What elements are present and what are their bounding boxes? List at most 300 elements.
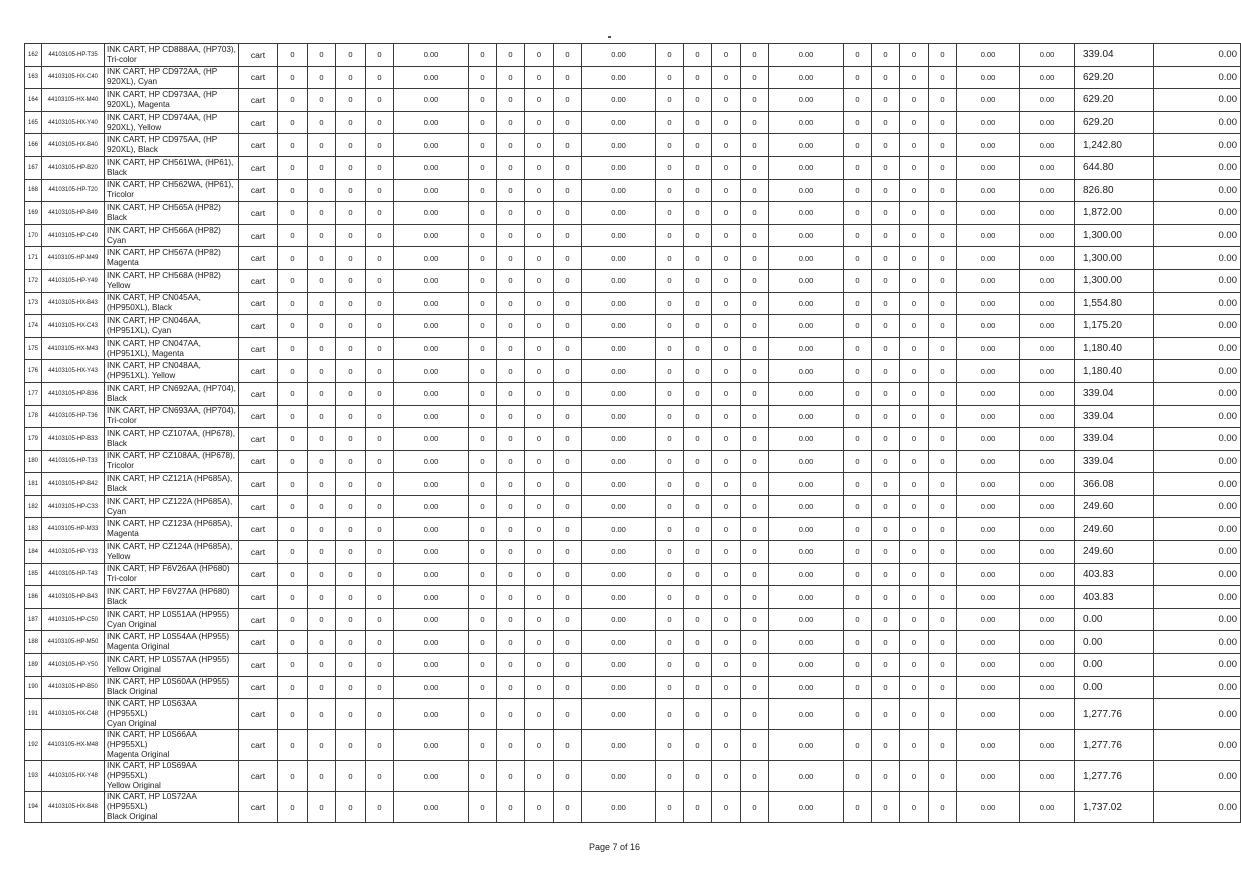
quantity-cell: 0 bbox=[366, 134, 394, 157]
row-number: 169 bbox=[25, 202, 42, 225]
quantity-cell: 0 bbox=[872, 792, 900, 823]
quantity-cell: 0 bbox=[929, 202, 957, 225]
item-code: 44103105-HP-C49 bbox=[42, 224, 105, 247]
description-line-2: Tricolor bbox=[107, 461, 134, 471]
quantity-cell: 0 bbox=[366, 292, 394, 315]
unit-of-measure: cart bbox=[239, 269, 278, 292]
quantity-cell: 0 bbox=[872, 337, 900, 360]
quarter-total-cell: 0.00 bbox=[582, 360, 656, 383]
row-number: 172 bbox=[25, 269, 42, 292]
table-row bbox=[25, 428, 1241, 451]
unit-price: 1,300.00 bbox=[1075, 224, 1154, 247]
quantity-cell: 0 bbox=[684, 405, 712, 428]
item-description bbox=[105, 269, 239, 292]
quarter-total-cell: 0.00 bbox=[957, 202, 1020, 225]
quantity-cell: 0 bbox=[554, 179, 582, 202]
quantity-cell: 0 bbox=[554, 699, 582, 730]
quantity-cell: 0 bbox=[656, 654, 684, 677]
quantity-cell: 0 bbox=[872, 179, 900, 202]
quantity-cell: 0 bbox=[656, 315, 684, 338]
unit-price: 339.04 bbox=[1075, 44, 1154, 67]
quantity-cell: 0 bbox=[308, 586, 336, 609]
quantity-cell: 0 bbox=[278, 654, 308, 677]
quantity-cell: 0 bbox=[469, 337, 497, 360]
quantity-cell: 0 bbox=[308, 269, 336, 292]
row-number: 183 bbox=[25, 518, 42, 541]
description-line-2: Black Original bbox=[107, 687, 158, 697]
quantity-cell: 0 bbox=[712, 428, 741, 451]
quantity-cell: 0 bbox=[844, 761, 872, 792]
quantity-cell: 0 bbox=[929, 428, 957, 451]
quantity-cell: 0 bbox=[554, 269, 582, 292]
quantity-cell: 0 bbox=[741, 44, 769, 67]
quantity-cell: 0 bbox=[525, 360, 554, 383]
quantity-cell: 0 bbox=[278, 247, 308, 270]
table-row bbox=[25, 337, 1241, 360]
quantity-cell: 0 bbox=[929, 676, 957, 699]
unit-price: 1,277.76 bbox=[1075, 699, 1154, 730]
quantity-cell: 0 bbox=[554, 676, 582, 699]
table-row bbox=[25, 89, 1241, 112]
item-code: 44103105-HP-M33 bbox=[42, 518, 105, 541]
description-line-1: INK CART, HP L0S51AA (HP955) bbox=[107, 609, 230, 619]
quantity-cell: 0 bbox=[336, 730, 366, 761]
description-line-2: Cyan Original bbox=[107, 719, 157, 729]
item-description bbox=[105, 563, 239, 586]
item-code: 44103105-HX-M40 bbox=[42, 89, 105, 112]
quantity-cell: 0 bbox=[336, 89, 366, 112]
quantity-cell: 0 bbox=[684, 156, 712, 179]
total-amount: 0.00 bbox=[1154, 315, 1241, 338]
row-number: 184 bbox=[25, 541, 42, 564]
quantity-cell: 0 bbox=[278, 111, 308, 134]
quantity-cell: 0 bbox=[308, 654, 336, 677]
quantity-cell: 0 bbox=[469, 518, 497, 541]
quantity-cell: 0 bbox=[366, 730, 394, 761]
quantity-cell: 0 bbox=[844, 608, 872, 631]
row-number: 194 bbox=[25, 792, 42, 823]
quantity-cell: 0 bbox=[469, 179, 497, 202]
quantity-cell: 0 bbox=[900, 608, 929, 631]
quarter-total-cell: 0.00 bbox=[394, 269, 469, 292]
quantity-cell: 0 bbox=[497, 450, 525, 473]
quantity-cell: 0 bbox=[900, 111, 929, 134]
item-description bbox=[105, 631, 239, 654]
quantity-cell: 0 bbox=[336, 676, 366, 699]
quantity-cell: 0 bbox=[525, 563, 554, 586]
quantity-cell: 0 bbox=[656, 44, 684, 67]
quarter-total-cell: 0.00 bbox=[394, 111, 469, 134]
table-row bbox=[25, 563, 1241, 586]
quantity-cell: 0 bbox=[684, 360, 712, 383]
quantity-cell: 0 bbox=[900, 631, 929, 654]
quantity-cell: 0 bbox=[554, 761, 582, 792]
item-description bbox=[105, 495, 239, 518]
item-description bbox=[105, 654, 239, 677]
quantity-cell: 0 bbox=[741, 405, 769, 428]
quantity-cell: 0 bbox=[278, 382, 308, 405]
quantity-cell: 0 bbox=[366, 495, 394, 518]
description-line-1: INK CART, HP F6V27AA (HP680) bbox=[107, 587, 230, 597]
total-amount: 0.00 bbox=[1154, 156, 1241, 179]
description-line-2: Black bbox=[107, 597, 128, 607]
description-line-2: Cyan bbox=[107, 235, 127, 245]
total-quantity-cell: 0.00 bbox=[1020, 450, 1075, 473]
table-row bbox=[25, 654, 1241, 677]
item-description bbox=[105, 202, 239, 225]
quantity-cell: 0 bbox=[844, 631, 872, 654]
quantity-cell: 0 bbox=[554, 156, 582, 179]
quarter-total-cell: 0.00 bbox=[769, 699, 844, 730]
quantity-cell: 0 bbox=[278, 202, 308, 225]
total-quantity-cell: 0.00 bbox=[1020, 761, 1075, 792]
quantity-cell: 0 bbox=[900, 495, 929, 518]
quantity-cell: 0 bbox=[929, 654, 957, 677]
total-amount: 0.00 bbox=[1154, 337, 1241, 360]
quantity-cell: 0 bbox=[844, 699, 872, 730]
quarter-total-cell: 0.00 bbox=[582, 134, 656, 157]
quantity-cell: 0 bbox=[741, 563, 769, 586]
quantity-cell: 0 bbox=[554, 292, 582, 315]
quantity-cell: 0 bbox=[900, 654, 929, 677]
quantity-cell: 0 bbox=[278, 676, 308, 699]
quantity-cell: 0 bbox=[900, 730, 929, 761]
quantity-cell: 0 bbox=[525, 337, 554, 360]
quantity-cell: 0 bbox=[469, 792, 497, 823]
unit-price: 1,180.40 bbox=[1075, 337, 1154, 360]
quarter-total-cell: 0.00 bbox=[582, 44, 656, 67]
total-quantity-cell: 0.00 bbox=[1020, 179, 1075, 202]
quantity-cell: 0 bbox=[366, 179, 394, 202]
quarter-total-cell: 0.00 bbox=[957, 382, 1020, 405]
description-line-1: INK CART, HP L0S66AA (HP955XL) bbox=[107, 730, 197, 750]
table-row bbox=[25, 179, 1241, 202]
quantity-cell: 0 bbox=[900, 66, 929, 89]
quantity-cell: 0 bbox=[900, 405, 929, 428]
quarter-total-cell: 0.00 bbox=[957, 66, 1020, 89]
unit-of-measure: cart bbox=[239, 247, 278, 270]
quantity-cell: 0 bbox=[929, 224, 957, 247]
quantity-cell: 0 bbox=[844, 382, 872, 405]
table-row bbox=[25, 247, 1241, 270]
quantity-cell: 0 bbox=[684, 269, 712, 292]
quarter-total-cell: 0.00 bbox=[769, 495, 844, 518]
quantity-cell: 0 bbox=[741, 676, 769, 699]
quantity-cell: 0 bbox=[469, 586, 497, 609]
quantity-cell: 0 bbox=[525, 473, 554, 496]
description-line-2: Yellow bbox=[107, 280, 131, 290]
unit-of-measure: cart bbox=[239, 44, 278, 67]
quantity-cell: 0 bbox=[656, 676, 684, 699]
unit-of-measure: cart bbox=[239, 608, 278, 631]
description-line-1: INK CART, HP CZ107AA, (HP678), bbox=[107, 428, 236, 438]
description-line-1: INK CART, HP CZ108AA, (HP678), bbox=[107, 451, 236, 461]
quantity-cell: 0 bbox=[929, 269, 957, 292]
quantity-cell: 0 bbox=[525, 495, 554, 518]
item-description bbox=[105, 360, 239, 383]
unit-of-measure: cart bbox=[239, 179, 278, 202]
quantity-cell: 0 bbox=[336, 247, 366, 270]
quantity-cell: 0 bbox=[872, 608, 900, 631]
quantity-cell: 0 bbox=[336, 541, 366, 564]
quarter-total-cell: 0.00 bbox=[957, 654, 1020, 677]
unit-of-measure: cart bbox=[239, 654, 278, 677]
quarter-total-cell: 0.00 bbox=[957, 292, 1020, 315]
quarter-total-cell: 0.00 bbox=[582, 518, 656, 541]
item-code: 44103105-HP-Y50 bbox=[42, 654, 105, 677]
quantity-cell: 0 bbox=[844, 495, 872, 518]
quantity-cell: 0 bbox=[712, 292, 741, 315]
quarter-total-cell: 0.00 bbox=[957, 473, 1020, 496]
description-line-2: Tri-color bbox=[107, 574, 137, 584]
quantity-cell: 0 bbox=[366, 563, 394, 586]
quarter-total-cell: 0.00 bbox=[582, 66, 656, 89]
unit-price: 339.04 bbox=[1075, 450, 1154, 473]
description-line-2: 920XL), Magenta bbox=[107, 99, 170, 109]
quantity-cell: 0 bbox=[741, 541, 769, 564]
quantity-cell: 0 bbox=[336, 699, 366, 730]
quantity-cell: 0 bbox=[741, 450, 769, 473]
row-number: 193 bbox=[25, 761, 42, 792]
description-line-1: INK CART, HP CN045AA, bbox=[107, 293, 201, 303]
quantity-cell: 0 bbox=[278, 450, 308, 473]
quarter-total-cell: 0.00 bbox=[769, 792, 844, 823]
quantity-cell: 0 bbox=[366, 792, 394, 823]
quantity-cell: 0 bbox=[712, 202, 741, 225]
row-number: 175 bbox=[25, 337, 42, 360]
quantity-cell: 0 bbox=[308, 382, 336, 405]
quantity-cell: 0 bbox=[929, 563, 957, 586]
quantity-cell: 0 bbox=[278, 473, 308, 496]
quarter-total-cell: 0.00 bbox=[394, 654, 469, 677]
unit-price: 1,242.80 bbox=[1075, 134, 1154, 157]
quantity-cell: 0 bbox=[844, 156, 872, 179]
quarter-total-cell: 0.00 bbox=[769, 473, 844, 496]
total-quantity-cell: 0.00 bbox=[1020, 292, 1075, 315]
quantity-cell: 0 bbox=[336, 518, 366, 541]
quarter-total-cell: 0.00 bbox=[769, 292, 844, 315]
unit-of-measure: cart bbox=[239, 730, 278, 761]
quantity-cell: 0 bbox=[336, 66, 366, 89]
quantity-cell: 0 bbox=[656, 89, 684, 112]
quantity-cell: 0 bbox=[844, 89, 872, 112]
quantity-cell: 0 bbox=[554, 518, 582, 541]
total-amount: 0.00 bbox=[1154, 541, 1241, 564]
quantity-cell: 0 bbox=[741, 269, 769, 292]
quantity-cell: 0 bbox=[656, 792, 684, 823]
quarter-total-cell: 0.00 bbox=[582, 699, 656, 730]
quantity-cell: 0 bbox=[872, 405, 900, 428]
row-number: 180 bbox=[25, 450, 42, 473]
total-quantity-cell: 0.00 bbox=[1020, 631, 1075, 654]
quantity-cell: 0 bbox=[900, 450, 929, 473]
table-row bbox=[25, 699, 1241, 730]
total-amount: 0.00 bbox=[1154, 608, 1241, 631]
quarter-total-cell: 0.00 bbox=[582, 179, 656, 202]
quarter-total-cell: 0.00 bbox=[769, 382, 844, 405]
quantity-cell: 0 bbox=[366, 111, 394, 134]
quantity-cell: 0 bbox=[684, 315, 712, 338]
quantity-cell: 0 bbox=[336, 269, 366, 292]
unit-of-measure: cart bbox=[239, 541, 278, 564]
quantity-cell: 0 bbox=[469, 134, 497, 157]
row-number: 191 bbox=[25, 699, 42, 730]
quantity-cell: 0 bbox=[929, 89, 957, 112]
quantity-cell: 0 bbox=[366, 473, 394, 496]
quantity-cell: 0 bbox=[872, 224, 900, 247]
quantity-cell: 0 bbox=[712, 134, 741, 157]
total-amount: 0.00 bbox=[1154, 586, 1241, 609]
quantity-cell: 0 bbox=[497, 676, 525, 699]
quarter-total-cell: 0.00 bbox=[394, 337, 469, 360]
item-code: 44103105-HP-B43 bbox=[42, 586, 105, 609]
quantity-cell: 0 bbox=[872, 247, 900, 270]
total-amount: 0.00 bbox=[1154, 224, 1241, 247]
quantity-cell: 0 bbox=[900, 676, 929, 699]
quarter-total-cell: 0.00 bbox=[582, 586, 656, 609]
quantity-cell: 0 bbox=[900, 563, 929, 586]
total-quantity-cell: 0.00 bbox=[1020, 428, 1075, 451]
quantity-cell: 0 bbox=[366, 247, 394, 270]
description-line-1: INK CART, HP CN046AA, bbox=[107, 315, 201, 325]
quantity-cell: 0 bbox=[497, 563, 525, 586]
quantity-cell: 0 bbox=[497, 405, 525, 428]
unit-price: 629.20 bbox=[1075, 89, 1154, 112]
item-code: 44103105-HP-B50 bbox=[42, 676, 105, 699]
quantity-cell: 0 bbox=[872, 541, 900, 564]
unit-price: 403.83 bbox=[1075, 586, 1154, 609]
description-line-1: INK CART, HP CD973AA, (HP bbox=[107, 89, 218, 99]
quantity-cell: 0 bbox=[872, 518, 900, 541]
quantity-cell: 0 bbox=[656, 202, 684, 225]
quantity-cell: 0 bbox=[929, 586, 957, 609]
quantity-cell: 0 bbox=[366, 518, 394, 541]
quantity-cell: 0 bbox=[278, 699, 308, 730]
table-row bbox=[25, 156, 1241, 179]
quantity-cell: 0 bbox=[525, 654, 554, 677]
total-quantity-cell: 0.00 bbox=[1020, 156, 1075, 179]
quantity-cell: 0 bbox=[278, 730, 308, 761]
quantity-cell: 0 bbox=[712, 473, 741, 496]
quarter-total-cell: 0.00 bbox=[769, 44, 844, 67]
quantity-cell: 0 bbox=[712, 631, 741, 654]
quarter-total-cell: 0.00 bbox=[582, 315, 656, 338]
total-amount: 0.00 bbox=[1154, 44, 1241, 67]
quarter-total-cell: 0.00 bbox=[582, 405, 656, 428]
unit-price: 629.20 bbox=[1075, 66, 1154, 89]
quantity-cell: 0 bbox=[656, 269, 684, 292]
quantity-cell: 0 bbox=[929, 761, 957, 792]
quantity-cell: 0 bbox=[656, 224, 684, 247]
quantity-cell: 0 bbox=[554, 586, 582, 609]
quantity-cell: 0 bbox=[525, 450, 554, 473]
quantity-cell: 0 bbox=[741, 586, 769, 609]
quarter-total-cell: 0.00 bbox=[582, 428, 656, 451]
quantity-cell: 0 bbox=[336, 44, 366, 67]
quantity-cell: 0 bbox=[712, 89, 741, 112]
quantity-cell: 0 bbox=[469, 699, 497, 730]
quantity-cell: 0 bbox=[469, 360, 497, 383]
total-amount: 0.00 bbox=[1154, 89, 1241, 112]
quarter-total-cell: 0.00 bbox=[769, 405, 844, 428]
unit-of-measure: cart bbox=[239, 495, 278, 518]
unit-price: 0.00 bbox=[1075, 654, 1154, 677]
table-row bbox=[25, 224, 1241, 247]
quarter-total-cell: 0.00 bbox=[769, 156, 844, 179]
quantity-cell: 0 bbox=[525, 247, 554, 270]
row-number: 182 bbox=[25, 495, 42, 518]
description-line-1: INK CART, HP L0S57AA (HP955) bbox=[107, 654, 230, 664]
quantity-cell: 0 bbox=[712, 179, 741, 202]
description-line-1: INK CART, HP CZ124A (HP685A), bbox=[107, 541, 233, 551]
quantity-cell: 0 bbox=[929, 631, 957, 654]
description-line-2: Black bbox=[107, 438, 128, 448]
quantity-cell: 0 bbox=[278, 495, 308, 518]
quantity-cell: 0 bbox=[929, 247, 957, 270]
quantity-cell: 0 bbox=[712, 44, 741, 67]
quantity-cell: 0 bbox=[872, 631, 900, 654]
quantity-cell: 0 bbox=[336, 224, 366, 247]
quantity-cell: 0 bbox=[336, 202, 366, 225]
quantity-cell: 0 bbox=[900, 134, 929, 157]
quantity-cell: 0 bbox=[336, 586, 366, 609]
quantity-cell: 0 bbox=[656, 405, 684, 428]
quantity-cell: 0 bbox=[336, 292, 366, 315]
quarter-total-cell: 0.00 bbox=[582, 541, 656, 564]
total-amount: 0.00 bbox=[1154, 66, 1241, 89]
description-line-2: Cyan bbox=[107, 506, 127, 516]
quantity-cell: 0 bbox=[278, 337, 308, 360]
quantity-cell: 0 bbox=[525, 676, 554, 699]
unit-price: 339.04 bbox=[1075, 382, 1154, 405]
unit-of-measure: cart bbox=[239, 337, 278, 360]
quantity-cell: 0 bbox=[497, 247, 525, 270]
description-line-2: Yellow bbox=[107, 551, 131, 561]
quantity-cell: 0 bbox=[656, 586, 684, 609]
quantity-cell: 0 bbox=[525, 586, 554, 609]
quantity-cell: 0 bbox=[497, 730, 525, 761]
quantity-cell: 0 bbox=[712, 541, 741, 564]
quantity-cell: 0 bbox=[469, 541, 497, 564]
total-quantity-cell: 0.00 bbox=[1020, 699, 1075, 730]
item-code: 44103105-HX-Y40 bbox=[42, 111, 105, 134]
total-quantity-cell: 0.00 bbox=[1020, 405, 1075, 428]
description-line-1: INK CART, HP CH561WA, (HP61), bbox=[107, 157, 234, 167]
quantity-cell: 0 bbox=[278, 44, 308, 67]
quantity-cell: 0 bbox=[308, 563, 336, 586]
quantity-cell: 0 bbox=[366, 608, 394, 631]
quantity-cell: 0 bbox=[554, 631, 582, 654]
quantity-cell: 0 bbox=[872, 654, 900, 677]
quarter-total-cell: 0.00 bbox=[582, 495, 656, 518]
quantity-cell: 0 bbox=[741, 631, 769, 654]
quantity-cell: 0 bbox=[554, 382, 582, 405]
quantity-cell: 0 bbox=[900, 224, 929, 247]
quarter-total-cell: 0.00 bbox=[394, 563, 469, 586]
quantity-cell: 0 bbox=[656, 382, 684, 405]
quantity-cell: 0 bbox=[684, 66, 712, 89]
quantity-cell: 0 bbox=[469, 156, 497, 179]
description-line-2: Black bbox=[107, 393, 128, 403]
quantity-cell: 0 bbox=[684, 518, 712, 541]
quantity-cell: 0 bbox=[741, 360, 769, 383]
quantity-cell: 0 bbox=[656, 428, 684, 451]
quantity-cell: 0 bbox=[684, 337, 712, 360]
row-number: 162 bbox=[25, 44, 42, 67]
description-line-2: (HP950XL), Black bbox=[107, 303, 173, 313]
quantity-cell: 0 bbox=[684, 224, 712, 247]
quantity-cell: 0 bbox=[278, 792, 308, 823]
